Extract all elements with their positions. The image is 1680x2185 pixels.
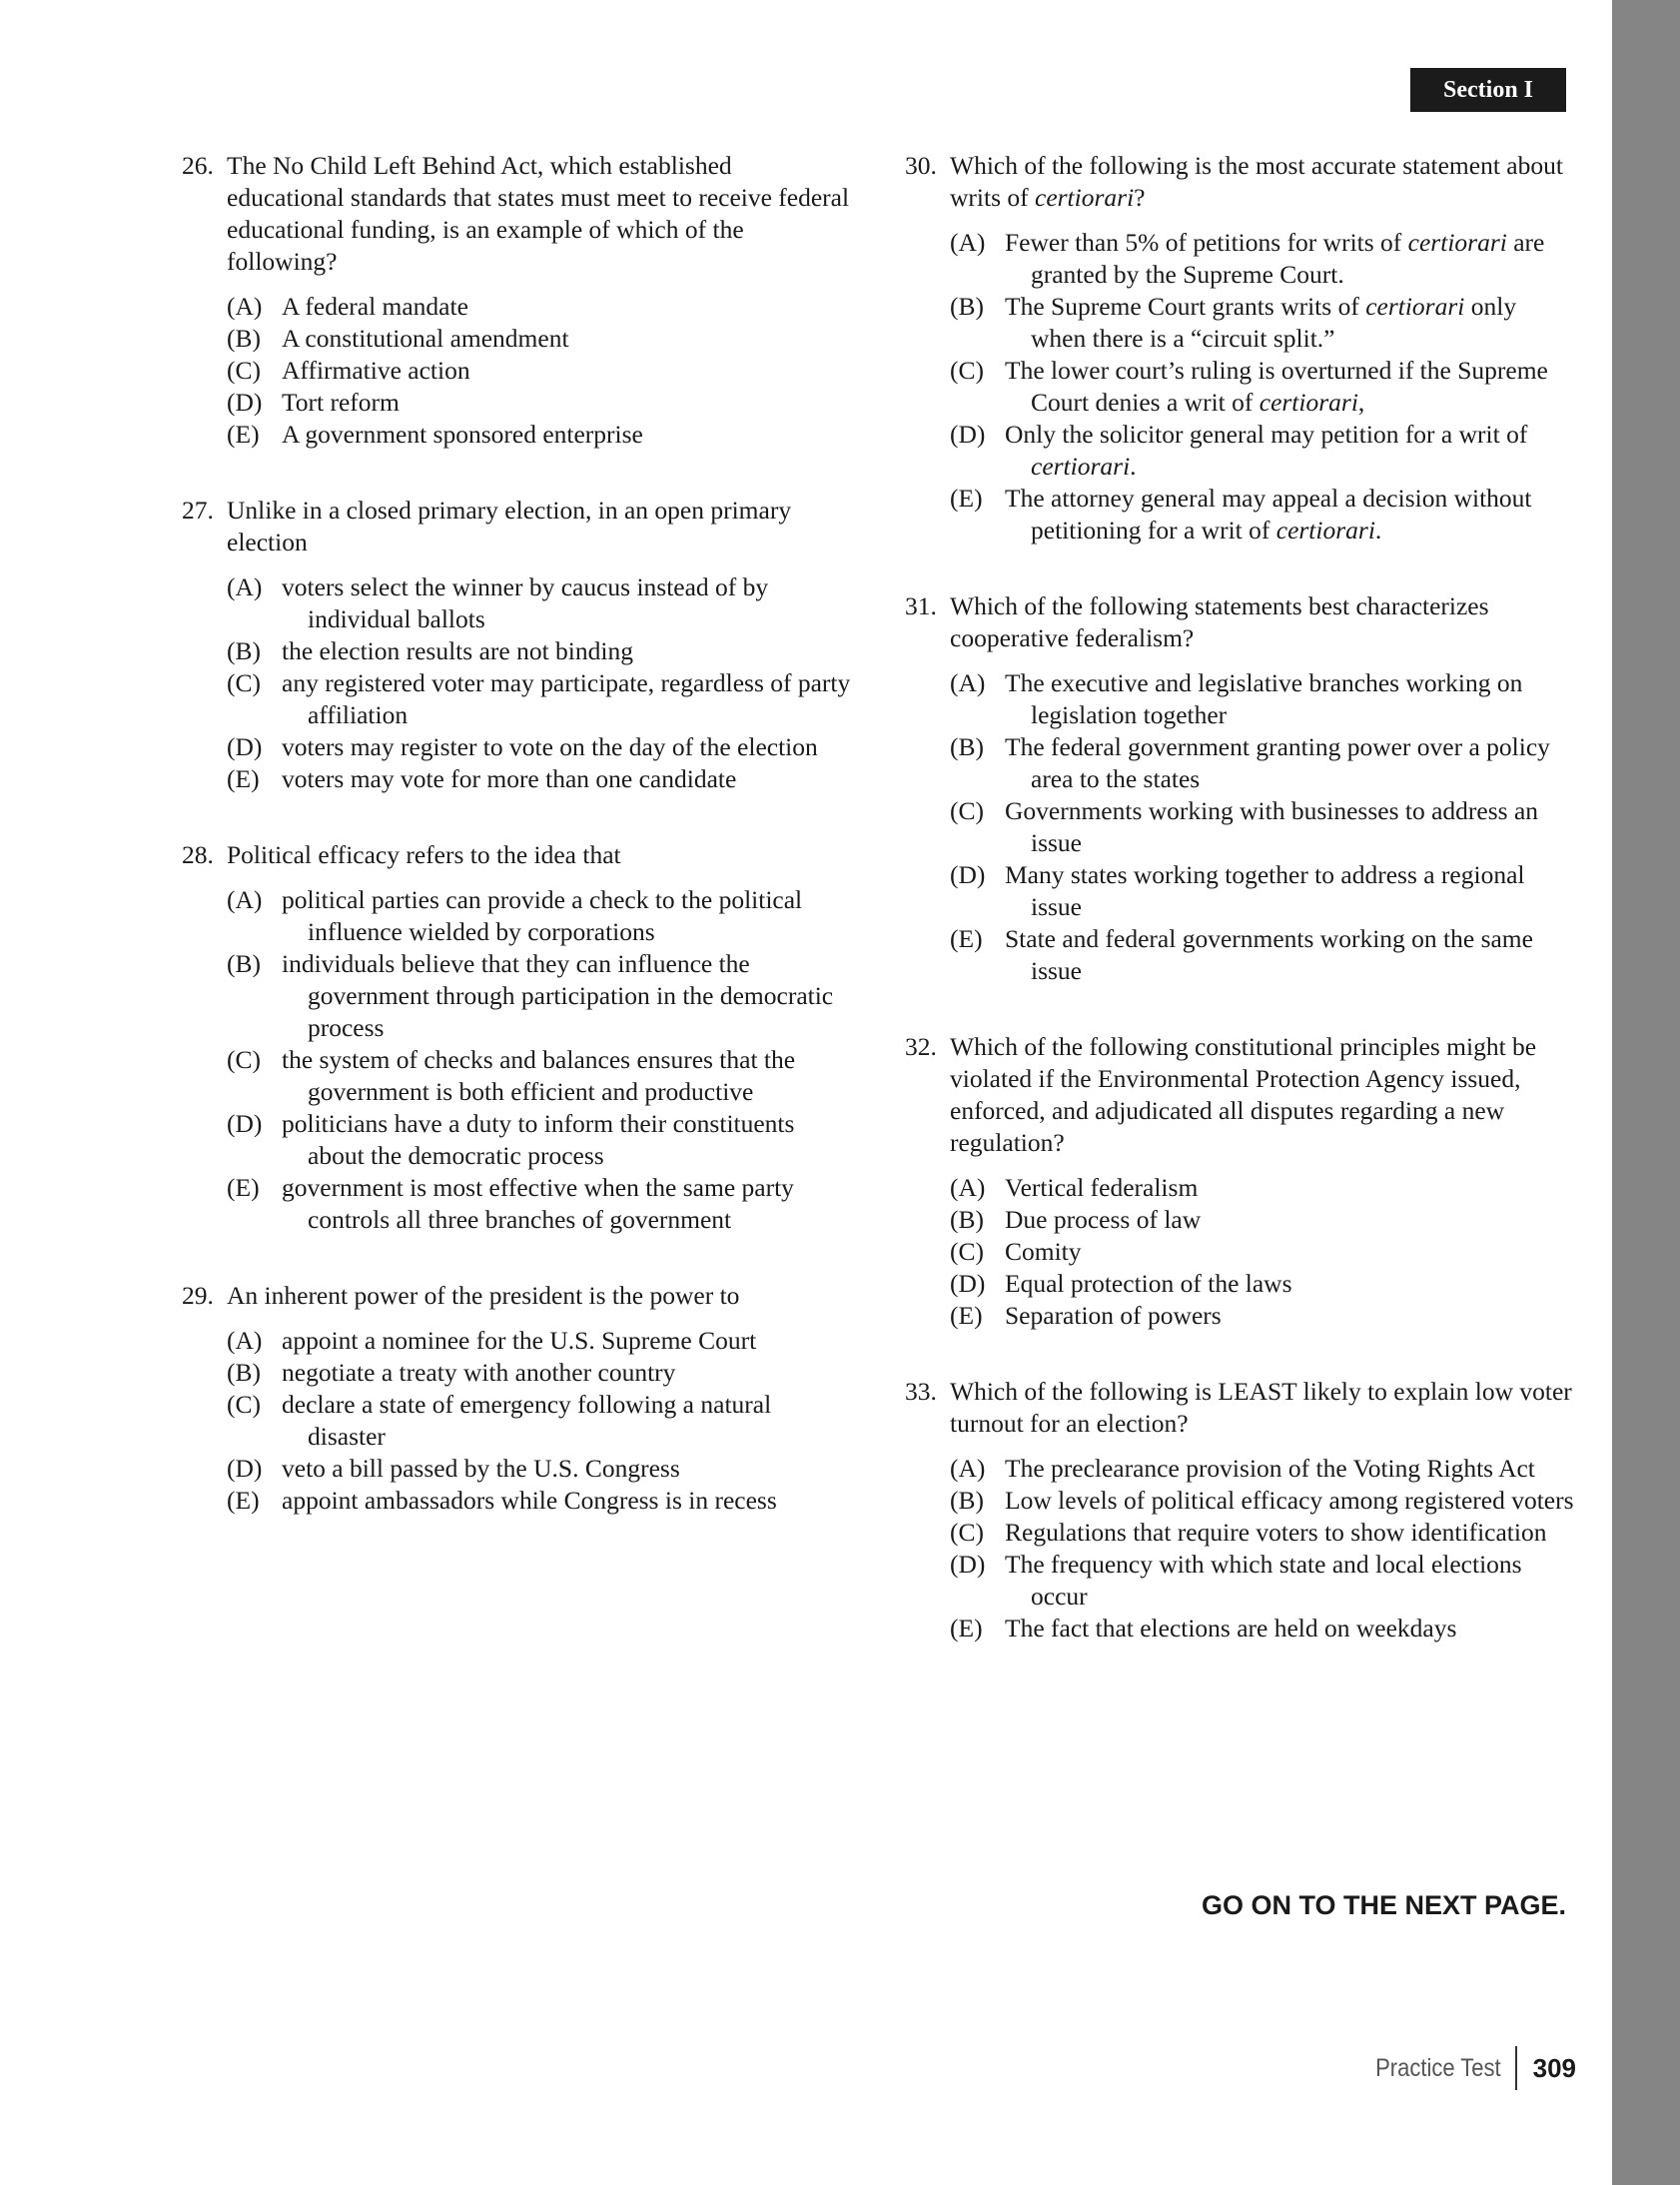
- choice-text: any registered voter may participate, regardless of party affiliation: [282, 668, 851, 729]
- answer-choice: [227, 763, 851, 795]
- choice-letter: (B): [950, 1205, 984, 1234]
- answer-choice: [227, 1357, 851, 1389]
- choice-text: Comity: [1005, 1237, 1082, 1266]
- choice-text: A constitutional amendment: [282, 324, 569, 353]
- answer-choice: [227, 948, 851, 1044]
- choice-text: Fewer than 5% of petitions for writs of certiorari are granted by the Supreme Court.: [1005, 228, 1545, 289]
- answer-choice: [950, 1453, 1576, 1485]
- question-number: 32.: [905, 1032, 937, 1061]
- answer-choice: [227, 1044, 851, 1108]
- answer-choice: [227, 1172, 851, 1236]
- question-stem: Unlike in a closed primary election, in an open primary election: [227, 496, 792, 556]
- question-28: [182, 839, 851, 1236]
- answer-choice: [950, 291, 1576, 355]
- choice-text: Due process of law: [1005, 1205, 1202, 1234]
- question-33: [905, 1376, 1576, 1644]
- choice-text: individuals believe that they can influence the government through participation in the democratic process: [282, 949, 834, 1042]
- answer-choice: [950, 1300, 1576, 1332]
- choice-text: Tort reform: [282, 388, 400, 417]
- answer-choice: [950, 227, 1576, 291]
- answer-choice: [227, 419, 851, 451]
- answer-choice: [227, 355, 851, 387]
- question-number: 31.: [905, 591, 937, 620]
- choice-text: Many states working together to address a regional issue: [1005, 860, 1525, 921]
- choice-letter: (A): [950, 1454, 986, 1483]
- question-number: 28.: [182, 840, 214, 869]
- choice-text: voters select the winner by caucus instead of by individual ballots: [282, 572, 769, 633]
- answer-choice: [227, 1389, 851, 1453]
- choice-text: political parties can provide a check to the political influence wielded by corporations: [282, 885, 803, 946]
- question-stem: Which of the following constitutional principles might be violated if the Environmental Protection Agency issued, enforced, and adjudicated all disputes regarding a new regulation?: [950, 1032, 1537, 1157]
- choice-letter: (D): [227, 388, 263, 417]
- choice-text: The preclearance provision of the Voting Rights Act: [1005, 1454, 1535, 1483]
- choice-text: Low levels of political efficacy among registered voters: [1005, 1486, 1574, 1515]
- choice-text: The federal government granting power over a policy area to the states: [1005, 732, 1550, 793]
- question-stem-block: [182, 150, 851, 278]
- answer-choice: [950, 1549, 1576, 1613]
- choice-letter: (A): [227, 572, 263, 601]
- answer-choice: [227, 291, 851, 323]
- question-32: [905, 1031, 1576, 1332]
- question-31: [905, 590, 1576, 987]
- choice-letter: (D): [950, 1269, 986, 1298]
- answer-choice: [227, 1485, 851, 1517]
- go-on-notice: GO ON TO THE NEXT PAGE.: [1201, 1890, 1566, 1920]
- answer-choice: [227, 884, 851, 948]
- choice-letter: (C): [227, 668, 261, 697]
- question-stem-block: [905, 150, 1576, 214]
- question-number: 26.: [182, 151, 214, 180]
- answer-choice: [950, 1268, 1576, 1300]
- choice-letter: (E): [227, 420, 260, 449]
- choice-text: Governments working with businesses to address an issue: [1005, 796, 1539, 857]
- answer-choice: [950, 1172, 1576, 1204]
- choice-letter: (D): [950, 420, 986, 449]
- answer-choice: [950, 1485, 1576, 1517]
- choice-text: A government sponsored enterprise: [282, 420, 643, 449]
- answer-choice: [950, 859, 1576, 923]
- answer-choice: [950, 1236, 1576, 1268]
- choice-letter: (D): [227, 1454, 263, 1483]
- question-stem-block: [905, 1376, 1576, 1440]
- answer-choice: [227, 635, 851, 667]
- choice-letter: (E): [950, 1614, 983, 1642]
- choice-letter: (B): [227, 1358, 261, 1387]
- answer-choices: [227, 1325, 851, 1517]
- choice-letter: (E): [227, 1486, 260, 1515]
- choice-letter: (D): [950, 1550, 986, 1579]
- choice-text: The Supreme Court grants writs of certiorari only when there is a “circuit split.”: [1005, 292, 1517, 353]
- choice-letter: (D): [227, 1109, 263, 1138]
- choice-text: Separation of powers: [1005, 1301, 1222, 1330]
- question-stem-block: [182, 1280, 851, 1312]
- choice-text: A federal mandate: [282, 292, 468, 321]
- question-stem-block: [182, 839, 851, 871]
- answer-choice: [950, 355, 1576, 419]
- choice-letter: (A): [227, 292, 263, 321]
- question-stem-block: [905, 590, 1576, 654]
- choice-letter: (B): [950, 292, 984, 321]
- question-30: [905, 150, 1576, 546]
- choice-letter: (E): [950, 924, 983, 953]
- answer-choices: [227, 884, 851, 1236]
- question-number: 30.: [905, 151, 937, 180]
- question-stem: Political efficacy refers to the idea that: [227, 840, 621, 869]
- choice-text: The attorney general may appeal a decision without petitioning for a writ of certiorari.: [1005, 484, 1532, 545]
- choice-letter: (A): [227, 1326, 263, 1355]
- answer-choice: [950, 1613, 1576, 1644]
- answer-choice: [950, 1517, 1576, 1549]
- page-footer: [1358, 2046, 1576, 2090]
- choice-text: Regulations that require voters to show identification: [1005, 1518, 1547, 1547]
- section-label: Section I: [1410, 68, 1566, 112]
- choice-letter: (A): [227, 885, 263, 914]
- answer-choice: [950, 667, 1576, 731]
- question-26: [182, 150, 851, 451]
- choice-text: veto a bill passed by the U.S. Congress: [282, 1454, 680, 1483]
- choice-letter: (C): [227, 356, 261, 385]
- page-edge-bar: [1612, 0, 1680, 2185]
- question-number: 33.: [905, 1377, 937, 1406]
- choice-text: appoint ambassadors while Congress is in recess: [282, 1486, 777, 1515]
- answer-choice: [227, 667, 851, 731]
- choice-letter: (C): [950, 796, 984, 825]
- choice-text: The frequency with which state and local elections occur: [1005, 1550, 1522, 1611]
- choice-text: politicians have a duty to inform their constituents about the democratic process: [282, 1109, 795, 1170]
- question-column-left: [182, 150, 851, 1561]
- choice-letter: (C): [950, 1237, 984, 1266]
- answer-choice: [227, 387, 851, 419]
- answer-choice: [227, 731, 851, 763]
- choice-text: Affirmative action: [282, 356, 470, 385]
- choice-text: declare a state of emergency following a natural disaster: [282, 1390, 772, 1451]
- answer-choice: [227, 571, 851, 635]
- choice-text: The fact that elections are held on weekdays: [1005, 1614, 1457, 1642]
- choice-text: The lower court’s ruling is overturned if the Supreme Court denies a writ of certiorari,: [1005, 356, 1548, 417]
- answer-choice: [950, 483, 1576, 546]
- footer-label: Practice Test: [1375, 2053, 1501, 2082]
- question-29: [182, 1280, 851, 1517]
- choice-text: Vertical federalism: [1005, 1173, 1199, 1202]
- choice-letter: (C): [950, 1518, 984, 1547]
- choice-letter: (B): [227, 949, 261, 978]
- answer-choice: [950, 795, 1576, 859]
- answer-choice: [950, 1204, 1576, 1236]
- choice-text: the election results are not binding: [282, 636, 633, 665]
- choice-letter: (C): [227, 1390, 261, 1419]
- choice-letter: (A): [950, 228, 986, 257]
- question-stem: The No Child Left Behind Act, which established educational standards that states must meet to receive federal educational funding, is an example of which of the following?: [227, 151, 850, 276]
- answer-choice: [227, 1325, 851, 1357]
- answer-choices: [227, 291, 851, 451]
- choice-letter: (C): [950, 356, 984, 385]
- choice-letter: (B): [227, 324, 261, 353]
- question-stem: Which of the following statements best characterizes cooperative federalism?: [950, 591, 1489, 652]
- choice-text: The executive and legislative branches working on legislation together: [1005, 668, 1523, 729]
- choice-letter: (E): [950, 1301, 983, 1330]
- question-column-right: [905, 150, 1576, 1688]
- question-stem-block: [905, 1031, 1576, 1159]
- question-stem-block: [182, 495, 851, 558]
- answer-choice: [227, 1453, 851, 1485]
- answer-choice: [227, 1108, 851, 1172]
- question-stem: An inherent power of the president is the power to: [227, 1281, 740, 1310]
- answer-choice: [950, 731, 1576, 795]
- answer-choices: [950, 227, 1576, 546]
- choice-text: State and federal governments working on the same issue: [1005, 924, 1533, 985]
- question-number: 27.: [182, 496, 214, 525]
- choice-letter: (E): [227, 764, 260, 793]
- choice-text: Equal protection of the laws: [1005, 1269, 1292, 1298]
- answer-choices: [950, 667, 1576, 987]
- choice-letter: (A): [950, 1173, 986, 1202]
- choice-text: Only the solicitor general may petition for a writ of certiorari.: [1005, 420, 1528, 481]
- choice-letter: (B): [950, 732, 984, 761]
- choice-letter: (E): [950, 484, 983, 513]
- answer-choices: [227, 571, 851, 795]
- choice-letter: (A): [950, 668, 986, 697]
- footer-divider: [1515, 2046, 1517, 2090]
- choice-letter: (B): [950, 1486, 984, 1515]
- choice-letter: (D): [227, 732, 263, 761]
- question-27: [182, 495, 851, 795]
- question-number: 29.: [182, 1281, 214, 1310]
- choice-text: government is most effective when the same party controls all three branches of government: [282, 1173, 794, 1234]
- page-number: 309: [1532, 2052, 1576, 2083]
- question-stem: Which of the following is the most accurate statement about writs of certiorari?: [950, 151, 1563, 212]
- choice-text: voters may vote for more than one candidate: [282, 764, 737, 793]
- answer-choice: [227, 323, 851, 355]
- choice-letter: (E): [227, 1173, 260, 1202]
- choice-text: negotiate a treaty with another country: [282, 1358, 676, 1387]
- question-stem: Which of the following is LEAST likely to explain low voter turnout for an election?: [950, 1377, 1572, 1438]
- choice-text: appoint a nominee for the U.S. Supreme Court: [282, 1326, 757, 1355]
- choice-letter: (B): [227, 636, 261, 665]
- choice-text: voters may register to vote on the day of the election: [282, 732, 818, 761]
- choice-text: the system of checks and balances ensures that the government is both efficient and productive: [282, 1045, 796, 1106]
- answer-choice: [950, 419, 1576, 483]
- choice-letter: (D): [950, 860, 986, 889]
- answer-choice: [950, 923, 1576, 987]
- answer-choices: [950, 1453, 1576, 1644]
- choice-letter: (C): [227, 1045, 261, 1074]
- answer-choices: [950, 1172, 1576, 1332]
